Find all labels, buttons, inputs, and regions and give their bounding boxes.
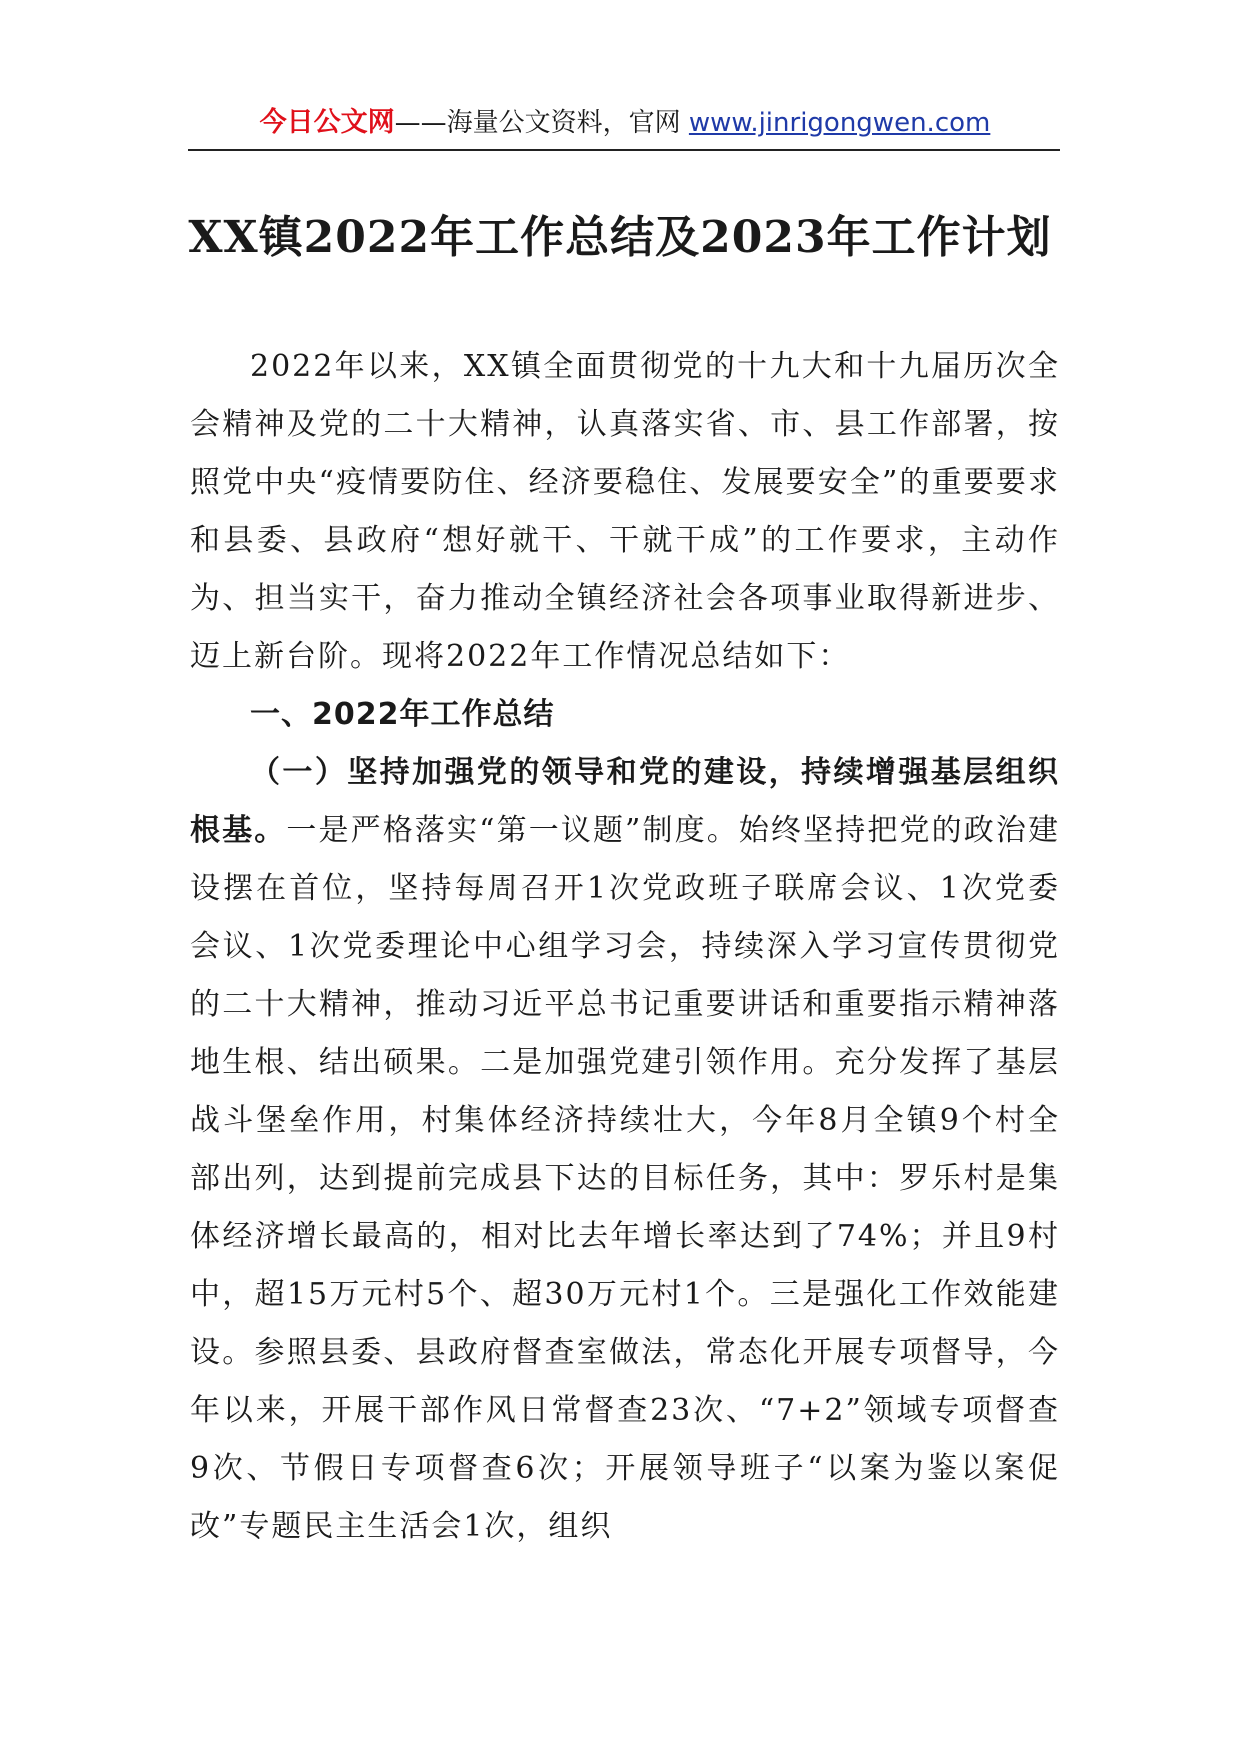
header-divider	[188, 149, 1060, 151]
document-body	[190, 338, 1060, 1556]
document-title: XX镇2022年工作总结及2023年工作计划	[188, 212, 1052, 263]
header-tagline: ——海量公文资料，官网	[394, 108, 689, 138]
brand-name: 今日公文网	[259, 107, 395, 138]
website-link[interactable]: www.jinrigongwen.com	[688, 108, 991, 138]
intro-paragraph: 2022年以来，XX镇全面贯彻党的十九大和十九届历次全会精神及党的二十大精神，认真落实省、市、县工作部署，按照党中央“疫情要防住、经济要稳住、发展要安全”的重要要求和县委、县政府“想好就干、干就干成”的工作要求，主动作为、担当实干，奋力推动全镇经济社会各项事业取得新进步、迈上新台阶。现将2022年工作情况总结如下：	[190, 349, 1060, 674]
subsection-heading: （一）坚持加强党的领导和党的建设，持续增强基层组织根基。	[190, 755, 1060, 848]
subsection-paragraph	[190, 744, 1060, 1556]
page-header	[190, 98, 1060, 148]
subsection-body: 一是严格落实“第一议题”制度。始终坚持把党的政治建设摆在首位，坚持每周召开1次党政班子联席会议、1次党委会议、1次党委理论中心组学习会，持续深入学习宣传贯彻党的二十大精神，推动习近平总书记重要讲话和重要指示精神落地生根、结出硕果。二是加强党建引领作用。充分发挥了基层战斗堡垒作用，村集体经济持续壮大，今年8月全镇9个村全部出列，达到提前完成县下达的目标任务，其中：罗乐村是集体经济增长最高的，相对比去年增长率达到了74%；并且9村中，超15万元村5个、超30万元村1个。三是强化工作效能建设。参照县委、县政府督查室做法，常态化开展专项督导，今年以来，开展干部作风日常督查23次、“7+2”领域专项督查9次、节假日专项督查6次；开展领导班子“以案为鉴以案促改”专题民主生活会1次，组织	[190, 813, 1060, 1544]
section-heading: 一、2022年工作总结	[250, 697, 555, 732]
